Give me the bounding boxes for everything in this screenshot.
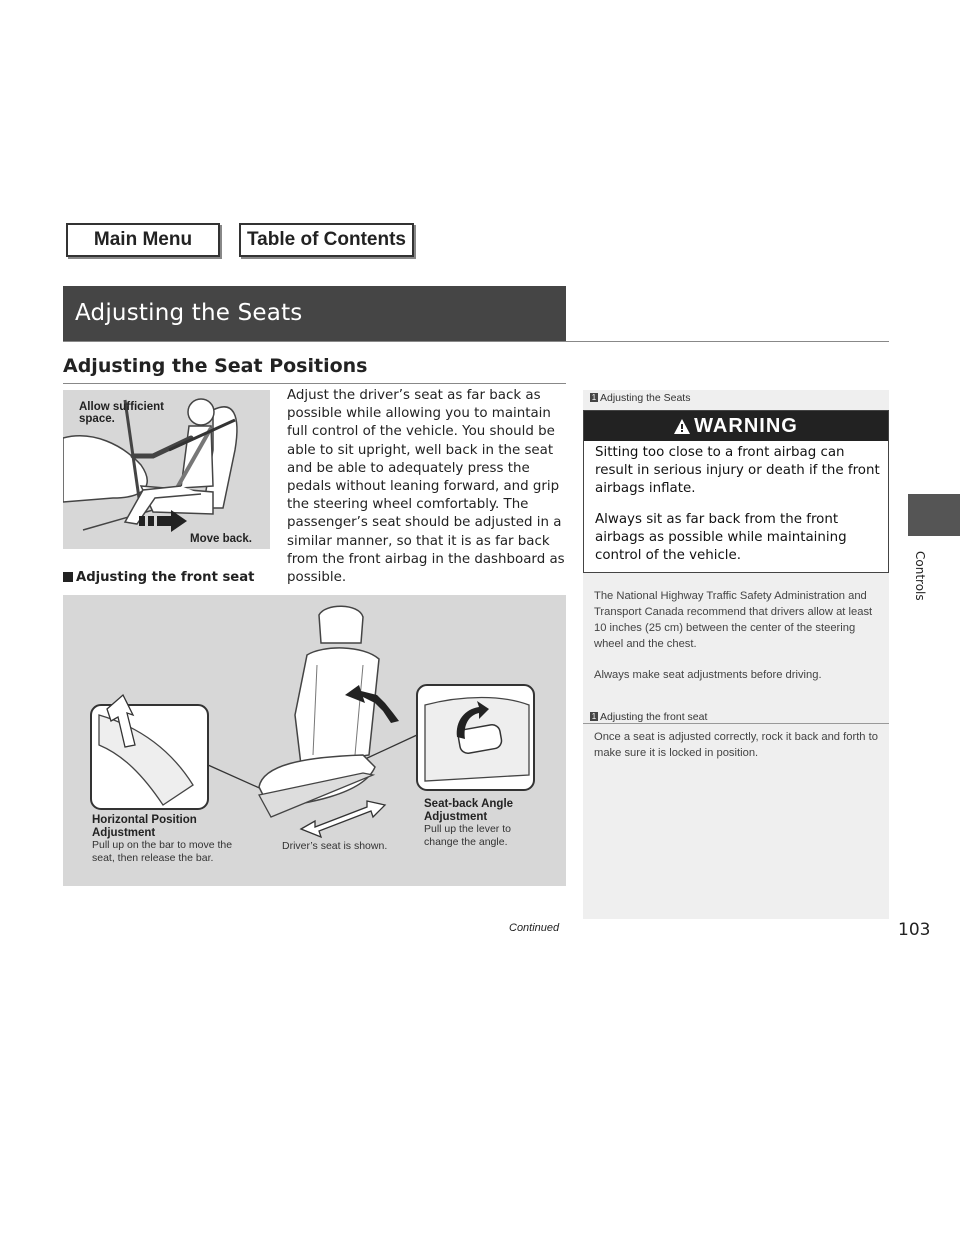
main-menu-button[interactable]: Main Menu bbox=[66, 223, 220, 257]
horizontal-adjustment-caption bbox=[92, 814, 232, 864]
front-seat-figure bbox=[63, 595, 566, 886]
subheading: Adjusting the front seat bbox=[63, 570, 254, 585]
move-back-label: Move back. bbox=[190, 533, 252, 545]
seatback-adjustment-title: Seat-back Angle Adjustment bbox=[424, 798, 514, 823]
seat-position-figure bbox=[63, 390, 270, 549]
chapter-tab-label: Controls bbox=[913, 551, 927, 601]
chapter-tab bbox=[908, 494, 960, 536]
continued-label: Continued bbox=[509, 922, 560, 934]
banner-title: Adjusting the Seats bbox=[75, 300, 303, 326]
page-number: 103 bbox=[898, 920, 931, 940]
driver-seat-note: Driver’s seat is shown. bbox=[282, 840, 388, 852]
seatback-adjustment-caption bbox=[424, 798, 513, 848]
note-rule bbox=[583, 723, 889, 724]
warning-triangle-icon bbox=[674, 419, 690, 434]
note-title-seats: 1 Adjusting the Seats bbox=[591, 392, 691, 404]
body-paragraph: Adjust the driver’s seat as far back as possible while allowing you to maintain full control of the vehicle. You should be able to sit upright, well back in the seat and be able to adequately press the pedals without leaning forward, and grip the steering wheel comfortably. The passenger’s seat should be adjusted in a similar manner, so that it is as far back from the front airbag in the dashboard as possible. bbox=[287, 388, 565, 586]
warning-text-2: Always sit as far back from the front airbags as possible while maintaining control of the vehicle. bbox=[595, 512, 847, 563]
seatback-adjustment-desc: Pull up the lever to change the angle. bbox=[424, 823, 511, 848]
section-title: Adjusting the Seat Positions bbox=[63, 355, 368, 377]
note-title-front-seat: 1 Adjusting the front seat bbox=[591, 711, 708, 723]
section-rule bbox=[63, 383, 566, 384]
table-of-contents-button[interactable]: Table of Contents bbox=[239, 223, 414, 257]
warning-header: WARNING bbox=[584, 411, 888, 441]
horizontal-adjustment-desc: Pull up on the bar to move the seat, then release the bar. bbox=[92, 839, 233, 864]
rock-seat-note: Once a seat is adjusted correctly, rock it back and forth to make sure it is locked in position. bbox=[594, 731, 878, 759]
nhtsa-note: The National Highway Traffic Safety Administration and Transport Canada recommend that drivers allow at least 10 inches (25 cm) between the center of the steering wheel and the chest. bbox=[594, 590, 873, 650]
adjust-before-driving-note: Always make seat adjustments before driving. bbox=[594, 669, 822, 681]
horizontal-adjustment-title: Horizontal Position Adjustment bbox=[92, 814, 197, 839]
allow-space-label: Allow sufficient space. bbox=[79, 401, 164, 425]
warning-text-1: Sitting too close to a front airbag can result in serious injury or death if the front airbags inflate. bbox=[595, 445, 880, 496]
warning-box bbox=[583, 410, 889, 573]
chapter-banner bbox=[63, 286, 566, 342]
bullet-square-icon bbox=[63, 572, 73, 582]
banner-rule bbox=[63, 341, 889, 342]
